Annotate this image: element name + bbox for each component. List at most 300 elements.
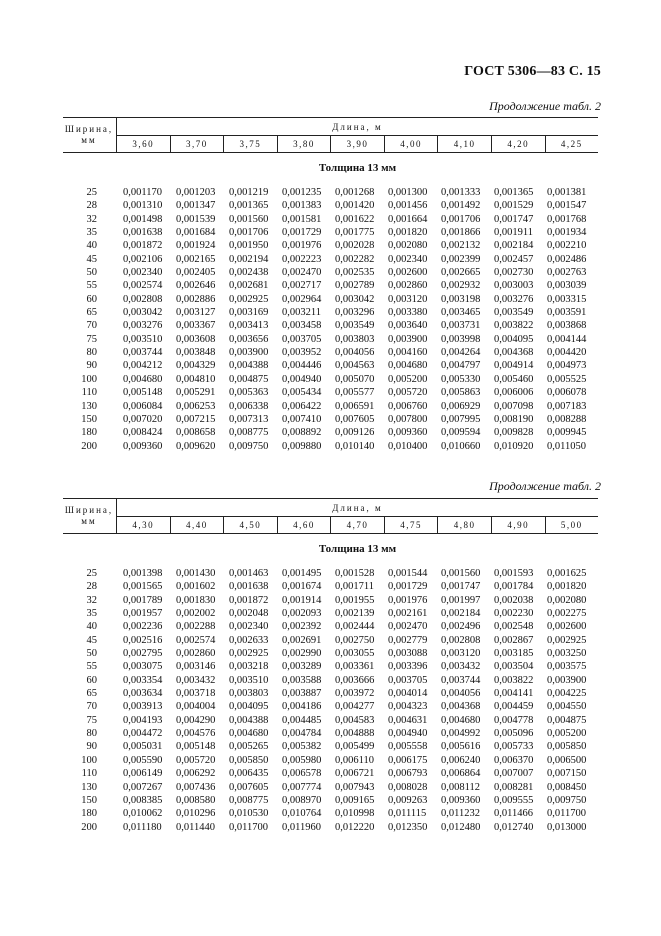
value-cell: 0,001625 [547,568,587,579]
table-row [63,687,598,700]
table-row [63,293,598,306]
value-cell: 0,003510 [229,674,269,686]
value-cell: 0,001820 [547,581,587,593]
length-column-header: 4,70 [330,517,384,533]
value-cell: 0,006078 [547,387,587,399]
value-cell: 0,001170 [123,187,162,198]
value-cell: 0,003458 [282,320,322,332]
value-cell: 0,002275 [547,608,587,620]
value-cell: 0,005291 [176,387,216,399]
value-cell: 0,003744 [123,347,163,359]
width-cell: 75 [86,333,97,345]
value-cell: 0,003432 [176,674,216,686]
value-cell: 0,001747 [441,581,481,593]
value-cell: 0,009360 [388,427,428,439]
table-row [63,319,598,332]
value-cell: 0,003900 [229,347,269,359]
table-row [63,714,598,727]
value-cell: 0,010400 [388,440,428,452]
value-cell: 0,001333 [441,187,481,198]
value-cells [121,373,598,386]
value-cell: 0,003666 [335,674,375,686]
value-cells [121,346,598,359]
value-cell: 0,002405 [176,267,216,279]
value-cell: 0,003868 [547,320,587,332]
value-cell: 0,004290 [176,714,216,726]
value-cell: 0,005863 [441,387,481,399]
value-cell: 0,001955 [335,594,375,606]
value-cell: 0,001495 [282,568,322,579]
value-cell: 0,001872 [123,240,163,252]
value-cells [121,400,598,413]
value-cell: 0,003972 [335,688,375,700]
value-cell: 0,002932 [441,280,481,292]
table-body [63,567,598,834]
value-cell: 0,001664 [388,213,428,225]
value-cell: 0,004388 [229,714,269,726]
value-cell: 0,005460 [494,373,534,385]
value-cell: 0,012220 [335,821,375,833]
value-cell: 0,003803 [229,688,269,700]
value-cell: 0,010660 [441,440,481,452]
value-cell: 0,004095 [229,701,269,713]
table-continuation-label: Продолжение табл. 2 [489,99,601,113]
width-cell: 40 [86,621,97,633]
table-row [63,253,598,266]
value-cell: 0,001789 [123,594,163,606]
value-cell: 0,002600 [547,621,587,633]
value-cell: 0,003250 [547,648,587,660]
value-cell: 0,006721 [335,768,375,780]
value-cell: 0,008450 [547,781,587,793]
value-cell: 0,001300 [388,187,428,198]
value-cell: 0,001622 [335,213,375,225]
value-cell: 0,003120 [388,293,428,305]
value-cell: 0,009263 [388,794,428,806]
width-cell: 55 [86,661,97,673]
value-cell: 0,001711 [335,581,374,593]
value-cell: 0,002925 [229,293,269,305]
value-cell: 0,003640 [388,320,428,332]
value-cell: 0,003549 [494,307,534,319]
value-cell: 0,004329 [176,360,216,372]
value-cell: 0,004368 [441,701,481,713]
width-cell: 32 [86,213,97,225]
value-cell: 0,002028 [335,240,375,252]
weight-table [63,498,598,834]
value-cell: 0,009828 [494,427,534,439]
value-cell: 0,004875 [229,373,269,385]
value-cell: 0,004264 [441,347,481,359]
value-cells [121,359,598,372]
value-cell: 0,004420 [547,347,587,359]
value-cell: 0,011960 [282,821,321,833]
value-cell: 0,003705 [282,333,322,345]
value-cell: 0,003218 [229,661,269,673]
value-cells [121,767,598,780]
value-cell: 0,005850 [547,741,587,753]
width-header-line-1: Ширина, [64,505,114,515]
value-cell: 0,002106 [123,253,163,265]
value-cell: 0,003380 [388,307,428,319]
value-cell: 0,005720 [176,754,216,766]
value-cell: 0,004095 [494,333,534,345]
value-cell: 0,001638 [123,227,163,239]
value-cell: 0,006240 [441,754,481,766]
table-row [63,807,598,820]
value-cell: 0,003900 [547,674,587,686]
table-row [63,740,598,753]
value-cell: 0,004004 [176,701,216,713]
value-cell: 0,003822 [494,674,534,686]
value-cell: 0,011180 [123,821,162,833]
value-cell: 0,011700 [547,808,586,820]
width-cell: 65 [86,688,97,700]
value-cell: 0,008775 [229,427,269,439]
table-row [63,279,598,292]
length-column-header: 3,75 [223,136,277,152]
value-cell: 0,008385 [123,794,163,806]
thickness-subheading: Толщина 13 мм [318,162,397,174]
width-cell: 150 [81,794,97,806]
value-cell: 0,007436 [176,781,216,793]
value-cell: 0,002080 [388,240,428,252]
length-column-header: 3,80 [277,136,331,152]
value-cell: 0,004680 [123,373,163,385]
value-cell: 0,001775 [335,227,375,239]
value-cell: 0,003465 [441,307,481,319]
value-cell: 0,001235 [282,187,322,198]
value-cells [121,279,598,292]
width-cell: 35 [86,227,97,239]
value-cells [121,594,598,607]
width-cell: 45 [86,634,97,646]
width-column-header [63,118,115,152]
value-cell: 0,001866 [441,227,481,239]
table-body [63,186,598,453]
length-column-header: 4,10 [437,136,491,152]
width-cell: 100 [81,754,97,766]
value-cell: 0,002230 [494,608,534,620]
value-cell: 0,003731 [441,320,481,332]
value-cell: 0,001560 [229,213,269,225]
value-cell: 0,007183 [547,400,587,412]
value-cell: 0,005733 [494,741,534,753]
value-cells [121,740,598,753]
value-cell: 0,001706 [441,213,481,225]
value-cell: 0,002574 [123,280,163,292]
value-cell: 0,006435 [229,768,269,780]
value-cell: 0,009880 [282,440,322,452]
value-cell: 0,004583 [335,714,375,726]
value-cell: 0,003575 [547,661,587,673]
value-cell: 0,004056 [335,347,375,359]
value-cell: 0,005265 [229,741,269,753]
value-cell: 0,001706 [229,227,269,239]
table-row [63,674,598,687]
value-cell: 0,002516 [123,634,163,646]
table-row [63,186,598,199]
value-cell: 0,005499 [335,741,375,753]
value-cell: 0,009620 [176,440,216,452]
table-row [63,754,598,767]
value-cell: 0,002535 [335,267,375,279]
width-cell: 180 [81,427,97,439]
length-column-header: 5,00 [545,517,599,533]
value-cell: 0,002860 [388,280,428,292]
value-cell: 0,002574 [176,634,216,646]
value-cell: 0,002990 [282,648,322,660]
value-cells [121,293,598,306]
value-cells [121,807,598,820]
value-cell: 0,001456 [388,200,428,212]
value-cells [121,319,598,332]
value-cell: 0,001310 [123,200,163,212]
value-cell: 0,002399 [441,253,481,265]
width-column-header [63,499,115,533]
length-column-header: 4,90 [491,517,545,533]
value-cell: 0,001674 [282,581,322,593]
width-cell: 130 [81,400,97,412]
value-cell: 0,001872 [229,594,269,606]
value-cell: 0,001934 [547,227,587,239]
value-cell: 0,002548 [494,621,534,633]
value-cell: 0,001347 [176,200,216,212]
value-cell: 0,003656 [229,333,269,345]
value-cell: 0,004277 [335,701,375,713]
value-cell: 0,002093 [282,608,322,620]
length-column-header: 4,50 [223,517,277,533]
value-cell: 0,008580 [176,794,216,806]
value-cell: 0,004680 [229,728,269,740]
value-cells [121,620,598,633]
value-cell: 0,011115 [388,808,427,820]
length-column-header: 4,20 [491,136,545,152]
value-cells [121,213,598,226]
value-cell: 0,008288 [547,413,587,425]
thickness-subheading: Толщина 13 мм [318,543,397,555]
table-row [63,199,598,212]
width-cell: 60 [86,293,97,305]
value-cell: 0,001381 [547,187,587,198]
width-cell: 70 [86,320,97,332]
value-cell: 0,005031 [123,741,163,753]
table-row [63,333,598,346]
value-cell: 0,003289 [282,661,322,673]
value-cell: 0,002486 [547,253,587,265]
value-cell: 0,003952 [282,347,322,359]
value-cell: 0,009750 [547,794,587,806]
value-cell: 0,008112 [441,781,480,793]
table-row [63,821,598,834]
value-cell: 0,006110 [335,754,374,766]
value-cell: 0,004940 [282,373,322,385]
value-cell: 0,008028 [388,781,428,793]
value-cell: 0,007410 [282,413,322,425]
value-cell: 0,003088 [388,648,428,660]
value-cell: 0,002080 [547,594,587,606]
value-cell: 0,003042 [123,307,163,319]
width-cell: 40 [86,240,97,252]
value-cell: 0,004368 [494,347,534,359]
table-row [63,580,598,593]
value-cell: 0,011440 [176,821,215,833]
value-cell: 0,003744 [441,674,481,686]
value-cell: 0,002763 [547,267,587,279]
value-cell: 0,001911 [494,227,533,239]
value-cell: 0,003822 [494,320,534,332]
value-cell: 0,002002 [176,608,216,620]
value-cell: 0,001268 [335,187,375,198]
width-cell: 80 [86,728,97,740]
value-cell: 0,003055 [335,648,375,660]
value-cell: 0,006500 [547,754,587,766]
width-cell: 50 [86,648,97,660]
width-cell: 35 [86,608,97,620]
value-cell: 0,004914 [494,360,534,372]
value-cell: 0,002750 [335,634,375,646]
value-cell: 0,010998 [335,808,375,820]
length-column-header: 4,40 [170,517,224,533]
table-row [63,213,598,226]
table-row [63,620,598,633]
value-cell: 0,009750 [229,440,269,452]
value-cells [121,306,598,319]
table-row [63,226,598,239]
value-cell: 0,001547 [547,200,587,212]
value-cell: 0,001747 [494,213,534,225]
value-cell: 0,002038 [494,594,534,606]
value-cell: 0,004459 [494,701,534,713]
value-cell: 0,001528 [335,568,375,579]
value-cell: 0,006793 [388,768,428,780]
value-cell: 0,003803 [335,333,375,345]
value-cell: 0,001203 [176,187,216,198]
value-cells [121,607,598,620]
value-cell: 0,004323 [388,701,428,713]
table-row [63,794,598,807]
value-cell: 0,004550 [547,701,587,713]
value-cell: 0,001365 [229,200,269,212]
value-cell: 0,007267 [123,781,163,793]
value-cells [121,440,598,453]
value-cell: 0,002925 [229,648,269,660]
value-cell: 0,009126 [335,427,375,439]
value-cell: 0,002470 [388,621,428,633]
value-cell: 0,004446 [282,360,322,372]
value-cell: 0,005330 [441,373,481,385]
value-cell: 0,003042 [335,293,375,305]
table-header [63,117,598,153]
width-cell: 65 [86,307,97,319]
value-cell: 0,003120 [441,648,481,660]
width-cell: 200 [81,440,97,452]
value-cell: 0,001602 [176,581,216,593]
value-cells [121,794,598,807]
value-cells [121,700,598,713]
value-cell: 0,007313 [229,413,269,425]
value-cell: 0,012350 [388,821,428,833]
value-cell: 0,009360 [441,794,481,806]
value-cell: 0,004141 [494,688,534,700]
value-cell: 0,001581 [282,213,322,225]
value-cells [121,199,598,212]
value-cell: 0,005525 [547,373,587,385]
value-cells [121,253,598,266]
value-cell: 0,009165 [335,794,375,806]
value-cell: 0,008775 [229,794,269,806]
length-values-row [117,136,598,152]
table-row [63,426,598,439]
value-cell: 0,008424 [123,427,163,439]
value-cell: 0,002470 [282,267,322,279]
value-cell: 0,010920 [494,440,534,452]
value-cell: 0,003718 [176,688,216,700]
value-cell: 0,002925 [547,634,587,646]
value-cell: 0,004810 [176,373,216,385]
value-cell: 0,005720 [388,387,428,399]
width-cell: 25 [86,568,97,579]
value-cells [121,727,598,740]
value-cell: 0,006149 [123,768,163,780]
value-cell: 0,003169 [229,307,269,319]
value-cell: 0,007774 [282,781,322,793]
value-cell: 0,001950 [229,240,269,252]
value-cell: 0,004992 [441,728,481,740]
value-cell: 0,002282 [335,253,375,265]
value-cell: 0,006578 [282,768,322,780]
value-cell: 0,005434 [282,387,322,399]
value-cell: 0,004225 [547,688,587,700]
value-cell: 0,002789 [335,280,375,292]
value-cell: 0,004014 [388,688,428,700]
value-cell: 0,006338 [229,400,269,412]
table-row [63,700,598,713]
value-cell: 0,006422 [282,400,322,412]
value-cell: 0,003315 [547,293,587,305]
value-cell: 0,003361 [335,661,375,673]
value-cell: 0,006292 [176,768,216,780]
value-cell: 0,006006 [494,387,534,399]
value-cell: 0,010530 [229,808,269,820]
value-cell: 0,001924 [176,240,216,252]
value-cell: 0,003413 [229,320,269,332]
table-row [63,660,598,673]
width-cell: 200 [81,821,97,833]
table-row [63,594,598,607]
value-cell: 0,007098 [494,400,534,412]
value-cell: 0,006591 [335,400,375,412]
value-cell: 0,005850 [229,754,269,766]
value-cell: 0,004485 [282,714,322,726]
value-cell: 0,001914 [282,594,322,606]
value-cell: 0,012480 [441,821,481,833]
value-cell: 0,001529 [494,200,534,212]
width-cell: 32 [86,594,97,606]
value-cell: 0,004186 [282,701,322,713]
width-cell: 100 [81,373,97,385]
value-cell: 0,003354 [123,674,163,686]
value-cell: 0,001420 [335,200,375,212]
table-row [63,781,598,794]
value-cell: 0,004888 [335,728,375,740]
value-cell: 0,002392 [282,621,322,633]
value-cell: 0,005558 [388,741,428,753]
value-cell: 0,008190 [494,413,534,425]
width-cell: 45 [86,253,97,265]
value-cell: 0,001976 [282,240,322,252]
value-cell: 0,004680 [388,360,428,372]
